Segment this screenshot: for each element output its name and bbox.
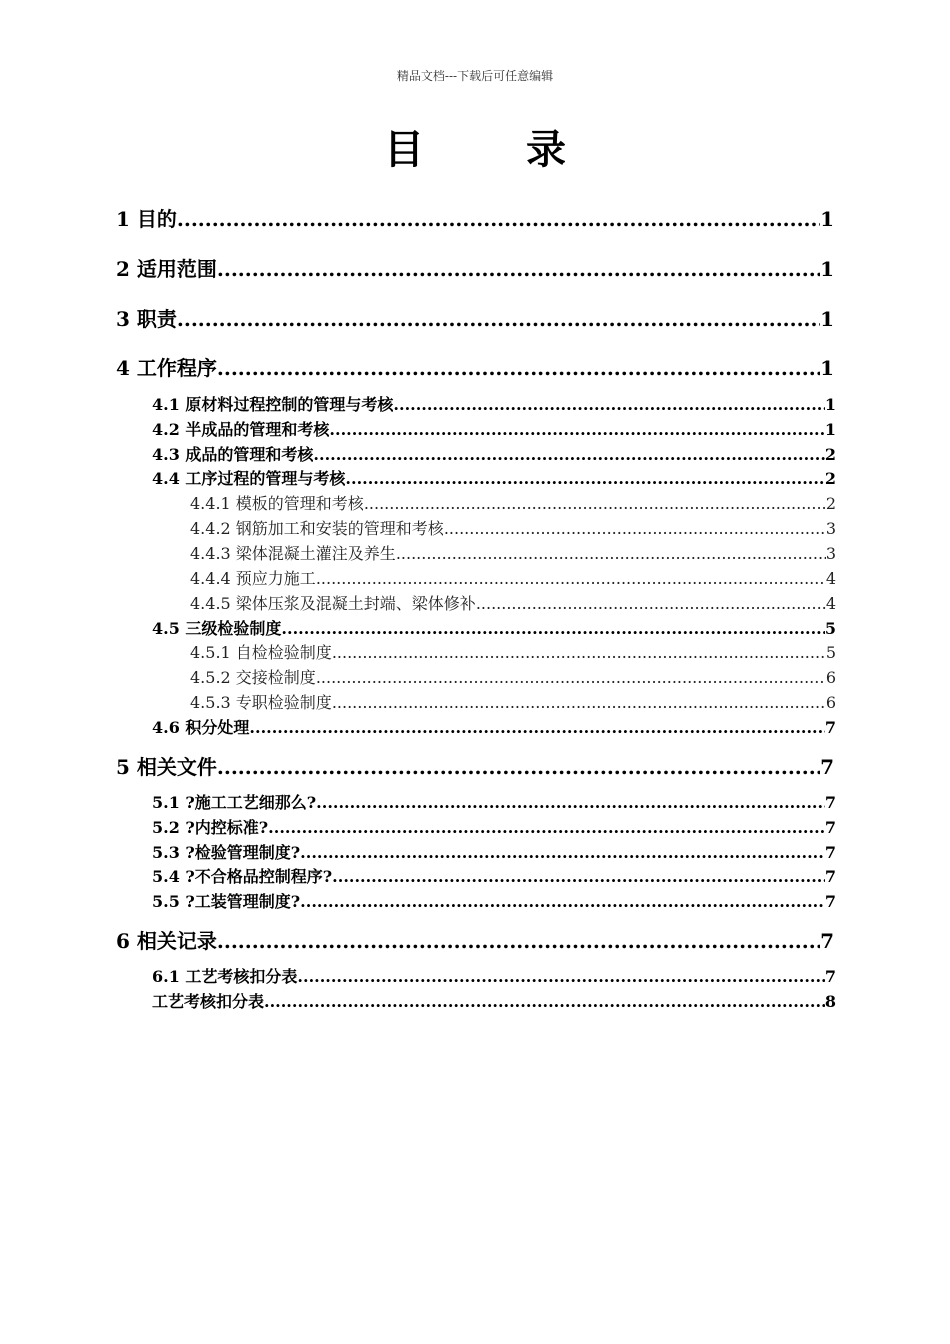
toc-leader-dots	[300, 892, 825, 911]
toc-entry-label: 6 相关记录	[116, 929, 217, 953]
toc-leader-dots	[329, 420, 824, 439]
toc-leader-dots	[444, 519, 826, 538]
toc-leader-dots	[332, 643, 826, 662]
toc-entry-page: 1	[820, 307, 834, 331]
toc-entry-label: 3 职责	[116, 307, 177, 331]
toc-leader-dots	[268, 818, 825, 837]
toc-leader-dots	[217, 755, 820, 779]
toc-entry[interactable]	[190, 541, 836, 564]
toc-entry-page: 5	[824, 619, 836, 638]
toc-entry-label: 4.4.4 预应力施工	[190, 569, 316, 588]
toc-entry-page: 3	[825, 544, 836, 563]
toc-entry[interactable]	[152, 964, 836, 987]
toc-entry[interactable]	[152, 889, 836, 912]
toc-entry-page: 7	[820, 929, 834, 953]
toc-entry-page: 2	[824, 445, 836, 464]
toc-entry[interactable]	[116, 352, 834, 381]
toc-entry-page: 2	[825, 494, 836, 513]
toc-entry[interactable]	[152, 989, 836, 1012]
toc-entry-label: 4.3 成品的管理和考核	[152, 445, 314, 464]
toc-entry-label: 4.4.1 模板的管理和考核	[190, 494, 364, 513]
toc-entry[interactable]	[190, 591, 836, 614]
toc-leader-dots	[249, 718, 824, 737]
toc-entry[interactable]	[152, 790, 836, 813]
toc-entry-page: 6	[825, 693, 836, 712]
toc-entry-page: 7	[824, 867, 836, 886]
toc-leader-dots	[332, 693, 826, 712]
header-note: 精品文档---下载后可任意编辑	[396, 69, 554, 83]
toc-entry-label: 6.1 工艺考核扣分表	[152, 967, 298, 986]
toc-entry[interactable]	[152, 392, 836, 415]
toc-entry[interactable]	[152, 616, 836, 639]
toc-entry-label: 5.5 ?工装管理制度?	[152, 892, 301, 911]
toc-entry[interactable]	[190, 491, 836, 514]
toc-entry[interactable]	[116, 925, 834, 954]
toc-entry[interactable]	[190, 665, 836, 688]
toc-entry-page: 7	[824, 843, 836, 862]
toc-leader-dots	[345, 469, 824, 488]
toc-leader-dots	[177, 307, 820, 331]
toc-entry-label: 4.5 三级检验制度	[152, 619, 282, 638]
toc-entry[interactable]	[116, 253, 834, 282]
toc-entry-page: 3	[825, 519, 836, 538]
toc-entry[interactable]	[152, 864, 836, 887]
toc-entry-label: 4.5.2 交接检制度	[190, 668, 316, 687]
toc-entry[interactable]	[152, 815, 836, 838]
toc-leader-dots	[177, 207, 820, 231]
toc-leader-dots	[316, 793, 825, 812]
toc-leader-dots	[297, 967, 824, 986]
toc-entry-page: 2	[824, 469, 836, 488]
toc-entry-page: 7	[824, 818, 836, 837]
toc-leader-dots	[217, 257, 820, 281]
toc-entry-page: 1	[820, 257, 834, 281]
toc-entry-label: 5.2 ?内控标准?	[152, 818, 269, 837]
toc-entry[interactable]	[116, 203, 834, 232]
toc-leader-dots	[217, 929, 820, 953]
toc-entry-label: 5.3 ?检验管理制度?	[152, 843, 301, 862]
toc-entry-label: 4.4.3 梁体混凝土灌注及养生	[190, 544, 396, 563]
toc-leader-dots	[332, 867, 825, 886]
toc-leader-dots	[393, 395, 824, 414]
toc-entry[interactable]	[190, 516, 836, 539]
toc-entry-page: 4	[825, 594, 836, 613]
toc-leader-dots	[316, 569, 826, 588]
toc-entry-label: 4.2 半成品的管理和考核	[152, 420, 330, 439]
toc-entry[interactable]	[190, 566, 836, 589]
toc-leader-dots	[476, 594, 826, 613]
toc-entry-label: 4.1 原材料过程控制的管理与考核	[152, 395, 394, 414]
toc-entry-label: 4.4.5 梁体压浆及混凝土封端、梁体修补	[190, 594, 476, 613]
toc-entry-page: 7	[824, 967, 836, 986]
page-title: 目 录	[384, 126, 610, 173]
toc-entry-page: 7	[820, 755, 834, 779]
toc-entry-page: 6	[825, 668, 836, 687]
toc-entry-page: 4	[825, 569, 836, 588]
toc-entry-page: 8	[824, 992, 836, 1011]
toc-entry-page: 7	[824, 793, 836, 812]
toc-leader-dots	[217, 356, 820, 380]
toc-entry[interactable]	[152, 715, 836, 738]
toc-leader-dots	[316, 668, 826, 687]
toc-leader-dots	[364, 494, 826, 513]
toc-entry-label: 4.4.2 钢筋加工和安装的管理和考核	[190, 519, 444, 538]
toc-entry[interactable]	[152, 442, 836, 465]
toc-entry-label: 4 工作程序	[116, 356, 217, 380]
toc-entry[interactable]	[152, 417, 836, 440]
toc-leader-dots	[264, 992, 825, 1011]
toc-entry-page: 1	[820, 207, 834, 231]
toc-entry-label: 4.6 积分处理	[152, 718, 250, 737]
toc-leader-dots	[396, 544, 826, 563]
toc-entry-page: 7	[824, 892, 836, 911]
toc-entry-label: 5.1 ?施工工艺细那么?	[152, 793, 317, 812]
toc-entry-page: 1	[824, 420, 836, 439]
toc-entry-label: 4.4 工序过程的管理与考核	[152, 469, 346, 488]
toc-entry-label: 1 目的	[116, 207, 177, 231]
toc-entry[interactable]	[190, 690, 836, 713]
toc-leader-dots	[313, 445, 824, 464]
toc-entry-page: 5	[825, 643, 836, 662]
toc-entry-page: 1	[820, 356, 834, 380]
toc-entry[interactable]	[116, 751, 834, 780]
toc-entry-label: 2 适用范围	[116, 257, 217, 281]
toc-entry[interactable]	[152, 466, 836, 489]
toc-leader-dots	[281, 619, 824, 638]
toc-entry-label: 4.5.3 专职检验制度	[190, 693, 332, 712]
toc-entry-label: 5.4 ?不合格品控制程序?	[152, 867, 333, 886]
toc-entry[interactable]	[190, 640, 836, 663]
toc-entry-label: 4.5.1 自检检验制度	[190, 643, 332, 662]
toc-entry-page: 7	[824, 718, 836, 737]
toc-entry-page: 1	[824, 395, 836, 414]
toc-entry[interactable]	[152, 840, 836, 863]
toc-entry-label: 5 相关文件	[116, 755, 217, 779]
toc-leader-dots	[300, 843, 825, 862]
toc-entry[interactable]	[116, 303, 834, 332]
toc-entry-label: 工艺考核扣分表	[152, 992, 265, 1011]
